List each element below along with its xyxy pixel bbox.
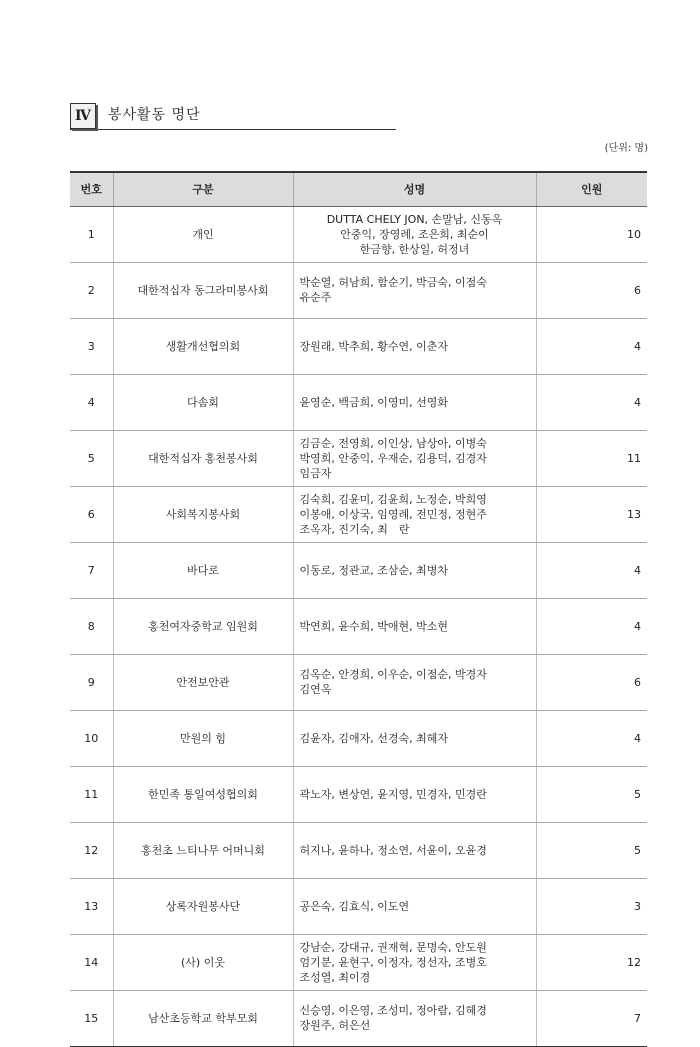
- names-line: 장원주, 허은선: [299, 1019, 371, 1032]
- table-body: [70, 206, 647, 1046]
- table-row: [70, 934, 647, 990]
- row-count: 3: [536, 878, 647, 934]
- row-count: 13: [536, 486, 647, 542]
- names-line: 엄기분, 윤현구, 이정자, 정선자, 조병호: [299, 955, 487, 969]
- row-names: [293, 318, 536, 374]
- row-names: [293, 262, 536, 318]
- table-row: [70, 654, 647, 710]
- table-row: [70, 262, 647, 318]
- header-names: 성명: [293, 172, 536, 206]
- names-line: 박영희, 안중익, 우재순, 김용덕, 김경자: [299, 451, 487, 465]
- row-number: 4: [70, 374, 113, 430]
- table-row: [70, 598, 647, 654]
- row-number: 1: [70, 206, 113, 262]
- names-line: 이봉애, 이상국, 임영례, 전민정, 정현주: [299, 507, 487, 521]
- row-names: [293, 654, 536, 710]
- row-group: 대한적십자 동그라미봉사회: [113, 262, 293, 318]
- names-line: 김옥순, 안경희, 이우순, 이점순, 박경자: [299, 668, 487, 681]
- names-line: 공은숙, 김효식, 이도연: [299, 899, 410, 913]
- row-number: 9: [70, 654, 113, 710]
- names-line: 이동로, 정관교, 조삼순, 최병차: [299, 563, 448, 577]
- names-line: 박연희, 윤수희, 박애현, 박소현: [299, 619, 448, 633]
- row-number: 2: [70, 262, 113, 318]
- row-names: [293, 374, 536, 430]
- row-count: 4: [536, 318, 647, 374]
- header-group: 구분: [113, 172, 293, 206]
- table-row: [70, 878, 647, 934]
- row-group: (사) 이웃: [113, 934, 293, 990]
- row-number: 8: [70, 598, 113, 654]
- row-group: 다솜회: [113, 374, 293, 430]
- names-line: 허지나, 윤하나, 정소연, 서윤이, 오윤경: [299, 843, 487, 857]
- names-line: 김금순, 전영희, 이인상, 남상아, 이병숙: [299, 436, 487, 450]
- row-group: 대한적십자 홍천봉사회: [113, 430, 293, 486]
- row-count: 6: [536, 262, 647, 318]
- row-group: 사회복지봉사회: [113, 486, 293, 542]
- unit-note: (단위: 명): [604, 143, 648, 154]
- names-line: 조옥자, 진기숙, 최 란: [299, 522, 410, 536]
- names-line: DUTTA CHELY JON, 손말남, 신동옥: [326, 212, 503, 226]
- row-count: 5: [536, 822, 647, 878]
- row-names: [293, 878, 536, 934]
- row-count: 5: [536, 766, 647, 822]
- row-group: 홍천초 느티나무 어머니회: [113, 822, 293, 878]
- row-number: 10: [70, 710, 113, 766]
- row-group: 만원의 힘: [113, 710, 293, 766]
- row-names: [293, 542, 536, 598]
- names-line: 안중익, 장영례, 조은희, 최순이: [340, 227, 489, 241]
- row-names: [293, 598, 536, 654]
- names-line: 강남순, 강대규, 권재혁, 문명숙, 안도원: [299, 940, 487, 954]
- table-row: [70, 374, 647, 430]
- section-heading: [70, 103, 396, 130]
- row-number: 7: [70, 542, 113, 598]
- row-group: 한민족 통일여성협의회: [113, 766, 293, 822]
- row-group: 안전보안관: [113, 654, 293, 710]
- names-line: 유순주: [299, 291, 332, 304]
- row-group: 상록자원봉사단: [113, 878, 293, 934]
- row-names: [293, 206, 536, 262]
- table-header-row: [70, 172, 647, 206]
- row-group: 홍천여자중학교 임원회: [113, 598, 293, 654]
- row-names: [293, 934, 536, 990]
- row-number: 14: [70, 934, 113, 990]
- table-row: [70, 542, 647, 598]
- row-number: 15: [70, 990, 113, 1046]
- table-row: [70, 206, 647, 262]
- volunteer-roster-table: [70, 171, 647, 1047]
- row-names: [293, 430, 536, 486]
- row-names: [293, 822, 536, 878]
- section-numeral: Ⅳ: [70, 103, 96, 129]
- row-number: 12: [70, 822, 113, 878]
- header-count: 인원: [536, 172, 647, 206]
- row-names: [293, 766, 536, 822]
- section-title: 봉사활동 명단: [108, 107, 201, 123]
- names-line: 김연옥: [299, 683, 332, 696]
- table-row: [70, 318, 647, 374]
- names-line: 김숙희, 김윤미, 김윤희, 노정순, 박희영: [299, 492, 487, 506]
- row-group: 남산초등학교 학부모회: [113, 990, 293, 1046]
- names-line: 한금향, 한상일, 허정녀: [359, 242, 470, 256]
- header-no: 번호: [70, 172, 113, 206]
- row-number: 5: [70, 430, 113, 486]
- row-count: 7: [536, 990, 647, 1046]
- row-number: 3: [70, 318, 113, 374]
- table-row: [70, 766, 647, 822]
- row-group: 개인: [113, 206, 293, 262]
- row-number: 11: [70, 766, 113, 822]
- names-line: 곽노자, 변상연, 윤지영, 민경자, 민경란: [299, 787, 487, 801]
- row-count: 11: [536, 430, 647, 486]
- row-count: 10: [536, 206, 647, 262]
- names-line: 김윤자, 김애자, 선경숙, 최혜자: [299, 731, 448, 745]
- row-group: 생활개선협의회: [113, 318, 293, 374]
- row-count: 4: [536, 598, 647, 654]
- row-names: [293, 710, 536, 766]
- names-line: 조성열, 최이경: [299, 970, 371, 984]
- names-line: 박순열, 허남희, 함순기, 박금숙, 이점숙: [299, 276, 487, 289]
- row-names: [293, 486, 536, 542]
- table-row: [70, 990, 647, 1046]
- names-line: 장원래, 박추희, 황수연, 이춘자: [299, 339, 448, 353]
- table-row: [70, 430, 647, 486]
- row-count: 4: [536, 542, 647, 598]
- row-number: 6: [70, 486, 113, 542]
- row-count: 6: [536, 654, 647, 710]
- row-count: 12: [536, 934, 647, 990]
- names-line: 윤영순, 백금희, 이영미, 선영화: [299, 395, 448, 409]
- table-row: [70, 822, 647, 878]
- row-count: 4: [536, 374, 647, 430]
- row-names: [293, 990, 536, 1046]
- row-group: 바다로: [113, 542, 293, 598]
- names-line: 임금자: [299, 466, 332, 480]
- row-number: 13: [70, 878, 113, 934]
- table-row: [70, 710, 647, 766]
- table-row: [70, 486, 647, 542]
- names-line: 신승영, 이은영, 조성미, 정아람, 김혜경: [299, 1004, 487, 1017]
- row-count: 4: [536, 710, 647, 766]
